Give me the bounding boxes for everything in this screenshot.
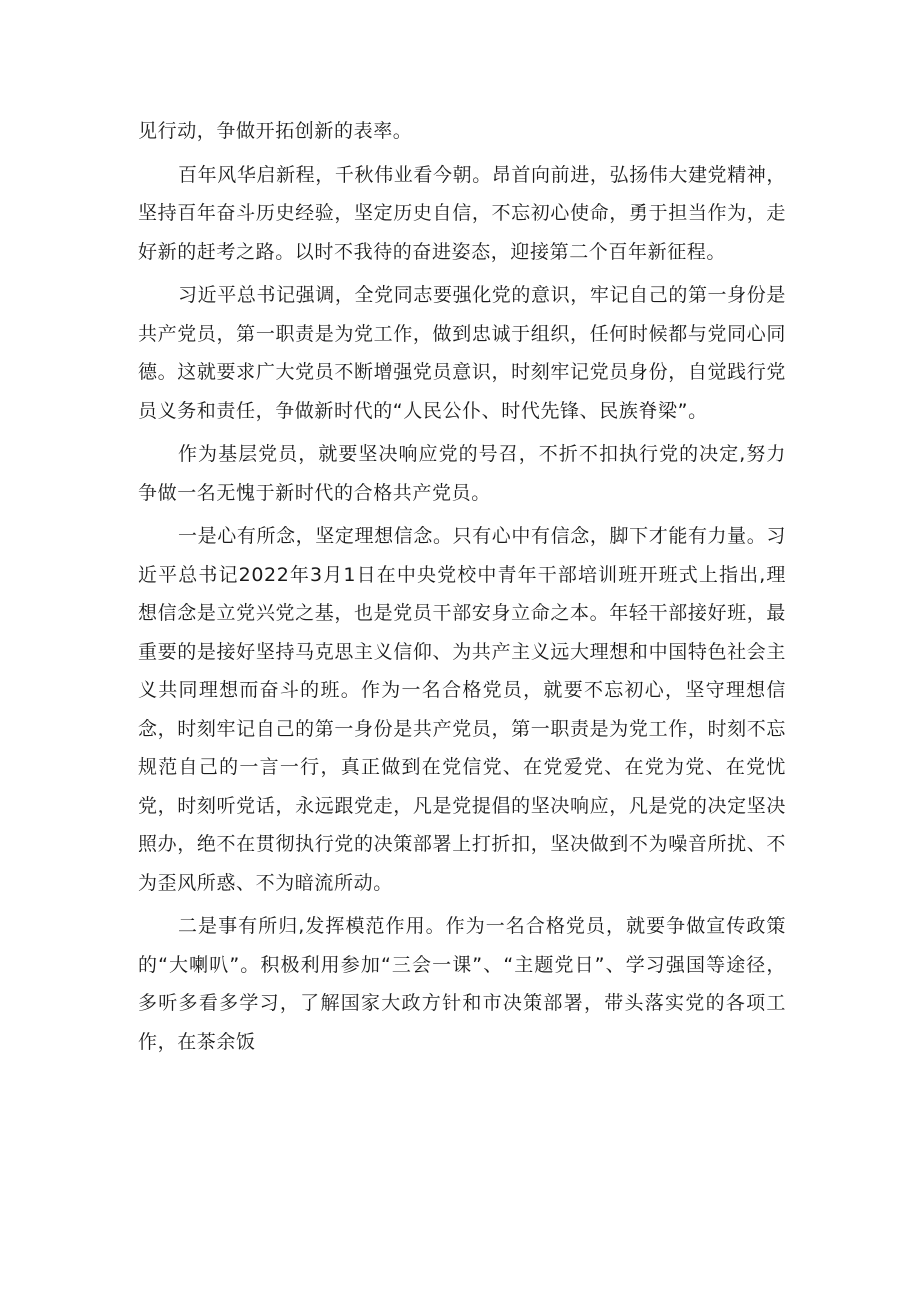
paragraph-continuation: 见行动，争做开拓创新的表率。 [138, 120, 413, 142]
paragraph-new-journey: 百年风华启新程，千秋伟业看今朝。昂首向前进，弘扬伟大建党精神，坚持百年奋斗历史经验，坚定历史自信，不忘初心使命，勇于担当作为，走好新的赶考之路。以时不我待的奋进姿态，迎接第二个百年新征程。 [138, 163, 786, 263]
paragraph-exemplary-role: 二是事有所归,发挥模范作用。作为一名合格党员，就要争做宣传政策的“大喇叭”。积极利用参加“三会一课”、“主题党日”、学习强国等途径，多听多看多学习，了解国家大政方针和市决策部署，带头落实党的各项工作，在茶余饭 [138, 915, 786, 1053]
paragraph-ideals-faith: 一是心有所念，坚定理想信念。只有心中有信念，脚下才能有力量。习近平总书记2022年3月1日在中央党校中青年干部培训班开班式上指出,理想信念是立党兴党之基，也是党员干部安身立命之本。年轻干部接好班，最重要的是接好坚持马克思主义信仰、为共产主义远大理想和中国特色社会主义共同理想而奋斗的班。作为一名合格党员，就要不忘初心，坚守理想信念，时刻牢记自己的第一身份是共产党员，第一职责是为党工作，时刻不忘规范自己的一言一行，真正做到在党信党、在党爱党、在党为党、在党忧党，时刻听党话，永远跟党走，凡是党提倡的坚决响应，凡是党的决定坚决照办，绝不在贯彻执行党的决策部署上打折扣，坚决做到不为噪音所扰、不为歪风所惑、不为暗流所动。 [138, 525, 786, 894]
paragraph-grassroots-member: 作为基层党员，就要坚决响应党的号召，不折不扣执行党的决定,努力争做一名无愧于新时代的合格共产党员。 [138, 443, 786, 504]
paragraph-party-awareness: 习近平总书记强调，全党同志要强化党的意识，牢记自己的第一身份是共产党员，第一职责是为党工作，做到忠诚于组织，任何时候都与党同心同德。这就要求广大党员不断增强党员意识，时刻牢记党员身份，自觉践行党员义务和责任，争做新时代的“人民公仆、时代先锋、民族脊梁”。 [138, 284, 786, 422]
document-body [138, 112, 786, 1066]
